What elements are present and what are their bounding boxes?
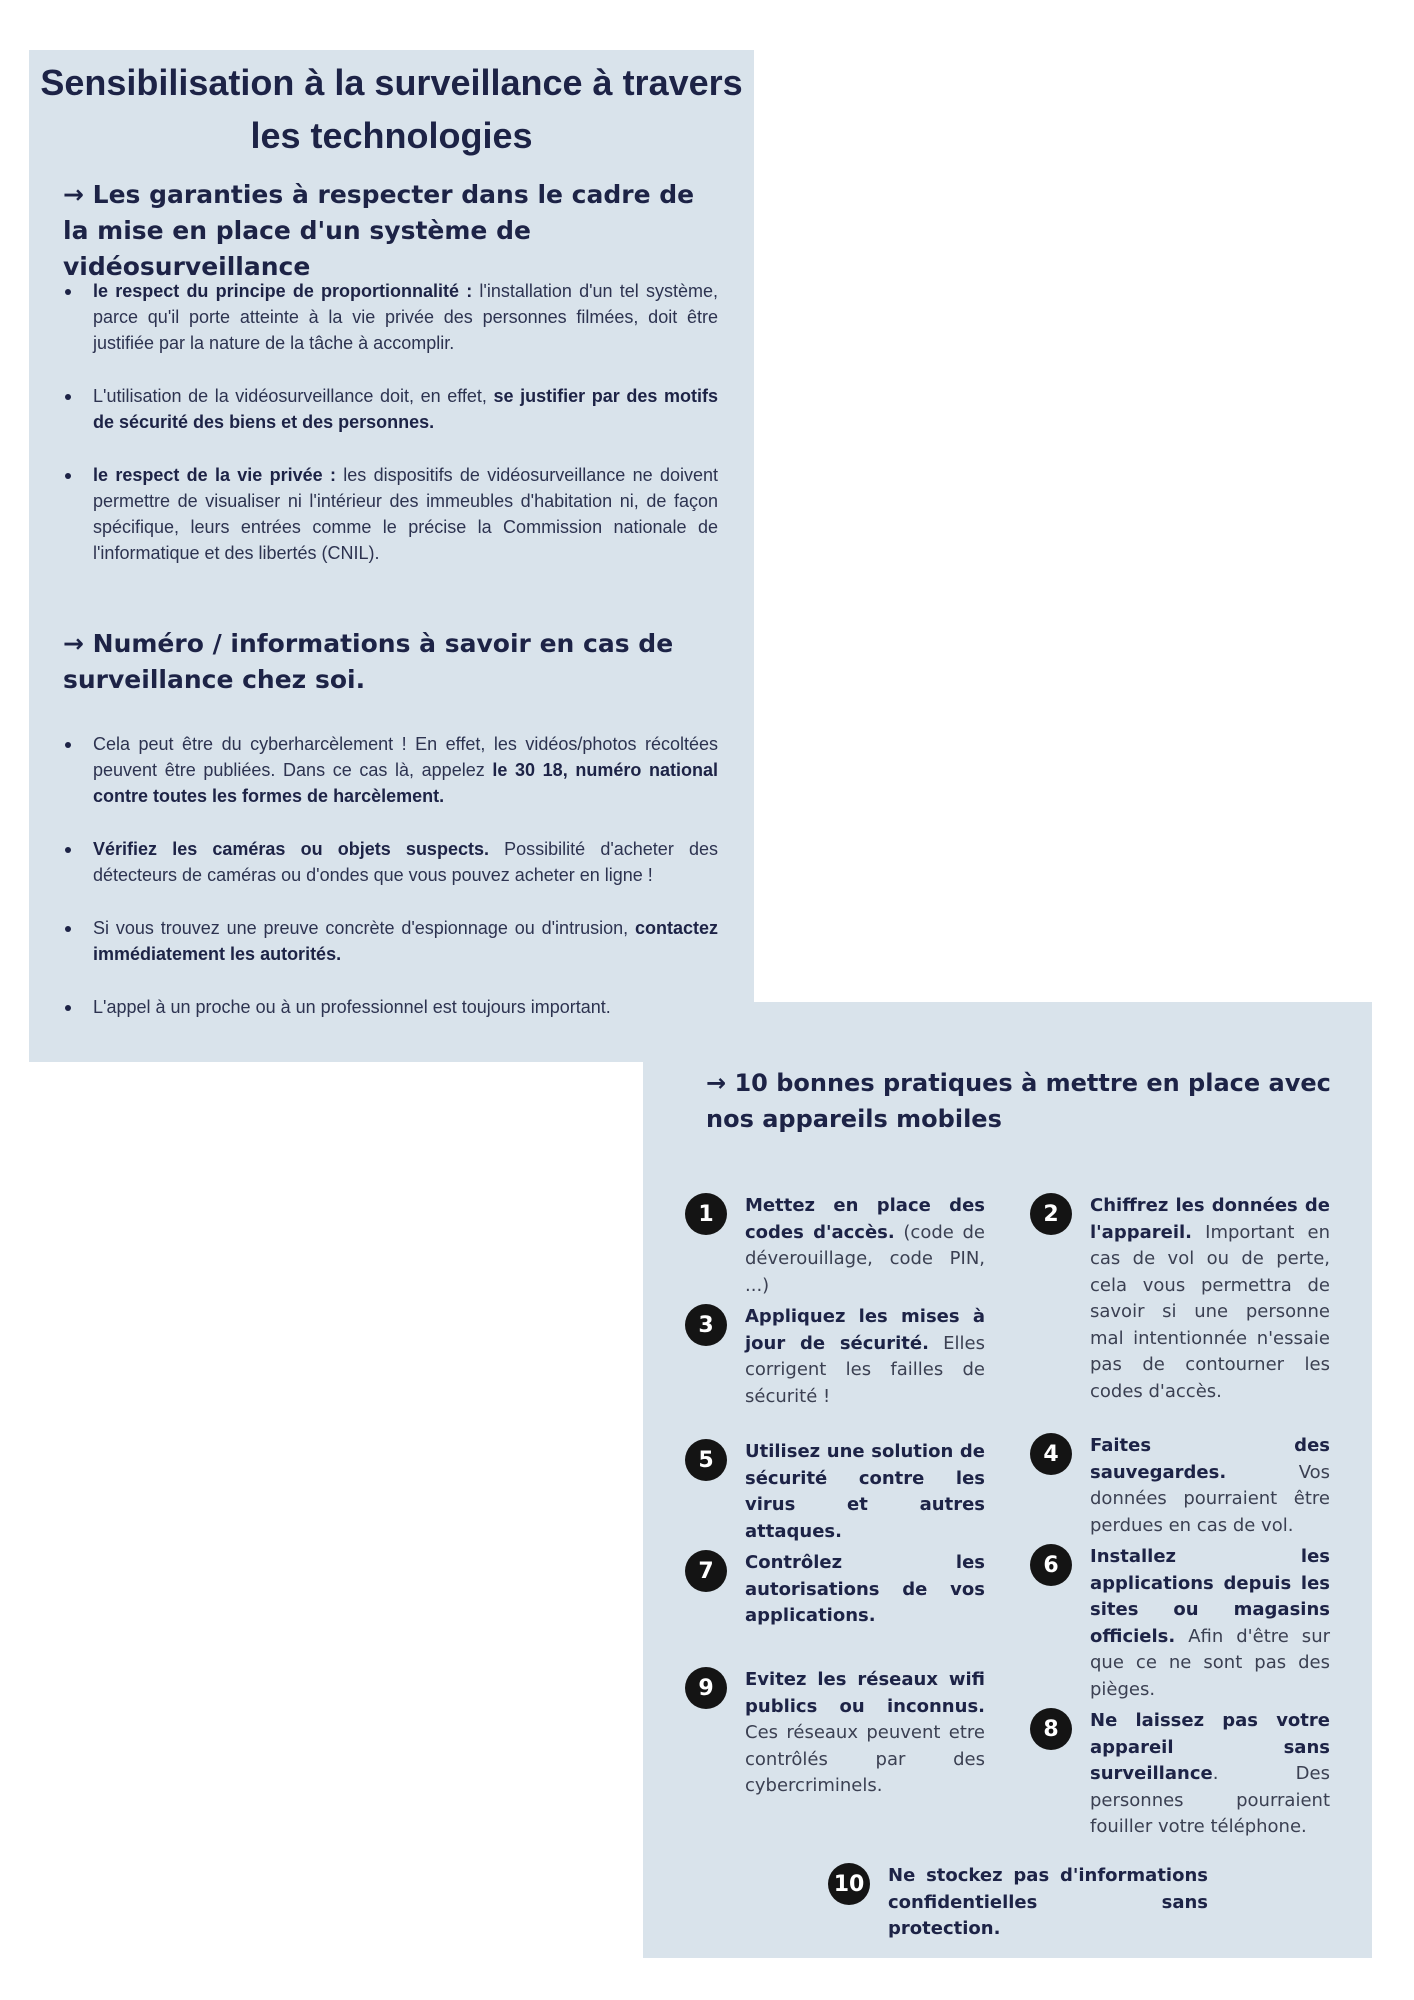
number-badge: 8	[1030, 1708, 1072, 1750]
panel-surveillance-info	[29, 50, 754, 1062]
list-item: Si vous trouvez une preuve concrète d'espionnage ou d'intrusion, contactez immédiatement les autorités.	[63, 915, 718, 967]
tip-item	[1030, 1193, 1330, 1405]
section-heading-pratiques: → 10 bonnes pratiques à mettre en place avec nos appareils mobiles	[706, 1069, 1331, 1133]
bullet-dot	[65, 926, 71, 932]
list-item: le respect de la vie privée : les dispositifs de vidéosurveillance ne doivent permettre de visualiser ni l'intérieur des immeubles d'habitation ni, de façon spécifique, leurs entrées comme le précise la Commission nationale de l'informatique et des libertés (CNIL).	[63, 462, 718, 566]
tip-item	[828, 1863, 1208, 1943]
section-heading-garanties: → Les garanties à respecter dans le cadre de la mise en place d'un système de vidéosurveillance	[63, 180, 695, 281]
bullet-dot	[65, 742, 71, 748]
tip-item	[685, 1304, 985, 1410]
bullet-dot	[65, 394, 71, 400]
tip-item	[685, 1439, 985, 1545]
tip-item	[685, 1550, 985, 1630]
tip-item	[685, 1193, 985, 1299]
tip-item	[1030, 1433, 1330, 1539]
list-item: L'appel à un proche ou à un professionnel est toujours important.	[63, 994, 718, 1020]
document-title: Sensibilisation à la surveillance à travers les technologies	[40, 62, 743, 156]
number-badge: 3	[685, 1304, 727, 1346]
tip-text: Ne laissez pas votre appareil sans surveillance. Des personnes pourraient fouiller votre téléphone.	[1090, 1710, 1330, 1837]
tip-item	[1030, 1708, 1330, 1841]
tip-text: Utilisez une solution de sécurité contre les virus et autres attaques.	[745, 1441, 985, 1542]
tip-text: Appliquez les mises à jour de sécurité. Elles corrigent les failles de sécurité !	[745, 1306, 985, 1407]
number-badge: 6	[1030, 1544, 1072, 1586]
tip-text: Evitez les réseaux wifi publics ou inconnus. Ces réseaux peuvent etre contrôlés par des cybercriminels.	[745, 1669, 985, 1796]
section-heading-numero: → Numéro / informations à savoir en cas de surveillance chez soi.	[63, 629, 674, 694]
number-badge: 7	[685, 1550, 727, 1592]
number-badge: 5	[685, 1439, 727, 1481]
list-item: Cela peut être du cyberharcèlement ! En effet, les vidéos/photos récoltées peuvent être publiées. Dans ce cas là, appelez le 30 18, numéro national contre toutes les formes de harcèlement.	[63, 731, 718, 809]
bullet-dot	[65, 847, 71, 853]
number-badge: 2	[1030, 1193, 1072, 1235]
tip-text: Ne stockez pas d'informations confidentielles sans protection.	[888, 1865, 1208, 1939]
tip-text: Mettez en place des codes d'accès. (code de déverouillage, code PIN, ...)	[745, 1195, 985, 1296]
tip-item	[1030, 1544, 1330, 1703]
number-badge: 10	[828, 1863, 870, 1905]
panel-bonnes-pratiques	[643, 1002, 1372, 1958]
bullet-dot	[65, 289, 71, 295]
list-item: le respect du principe de proportionnalité : l'installation d'un tel système, parce qu'il porte atteinte à la vie privée des personnes filmées, doit être justifiée par la nature de la tâche à accomplir.	[63, 278, 718, 356]
tip-item	[685, 1667, 985, 1800]
garanties-list	[63, 278, 718, 593]
numero-list	[63, 731, 718, 1047]
tip-text: Chiffrez les données de l'appareil. Important en cas de vol ou de perte, cela vous permettra de savoir si une personne mal intentionnée n'essaie pas de contourner les codes d'accès.	[1090, 1195, 1330, 1402]
number-badge: 4	[1030, 1433, 1072, 1475]
number-badge: 9	[685, 1667, 727, 1709]
tip-text: Faites des sauvegardes. Vos données pourraient être perdues en cas de vol.	[1090, 1435, 1330, 1536]
tip-text: Contrôlez les autorisations de vos applications.	[745, 1552, 985, 1626]
list-item: Vérifiez les caméras ou objets suspects. Possibilité d'acheter des détecteurs de caméras ou d'ondes que vous pouvez acheter en ligne !	[63, 836, 718, 888]
list-item: L'utilisation de la vidéosurveillance doit, en effet, se justifier par des motifs de sécurité des biens et des personnes.	[63, 383, 718, 435]
number-badge: 1	[685, 1193, 727, 1235]
bullet-dot	[65, 473, 71, 479]
bullet-dot	[65, 1005, 71, 1011]
tip-text: Installez les applications depuis les sites ou magasins officiels. Afin d'être sur que ce ne sont pas des pièges.	[1090, 1546, 1330, 1700]
